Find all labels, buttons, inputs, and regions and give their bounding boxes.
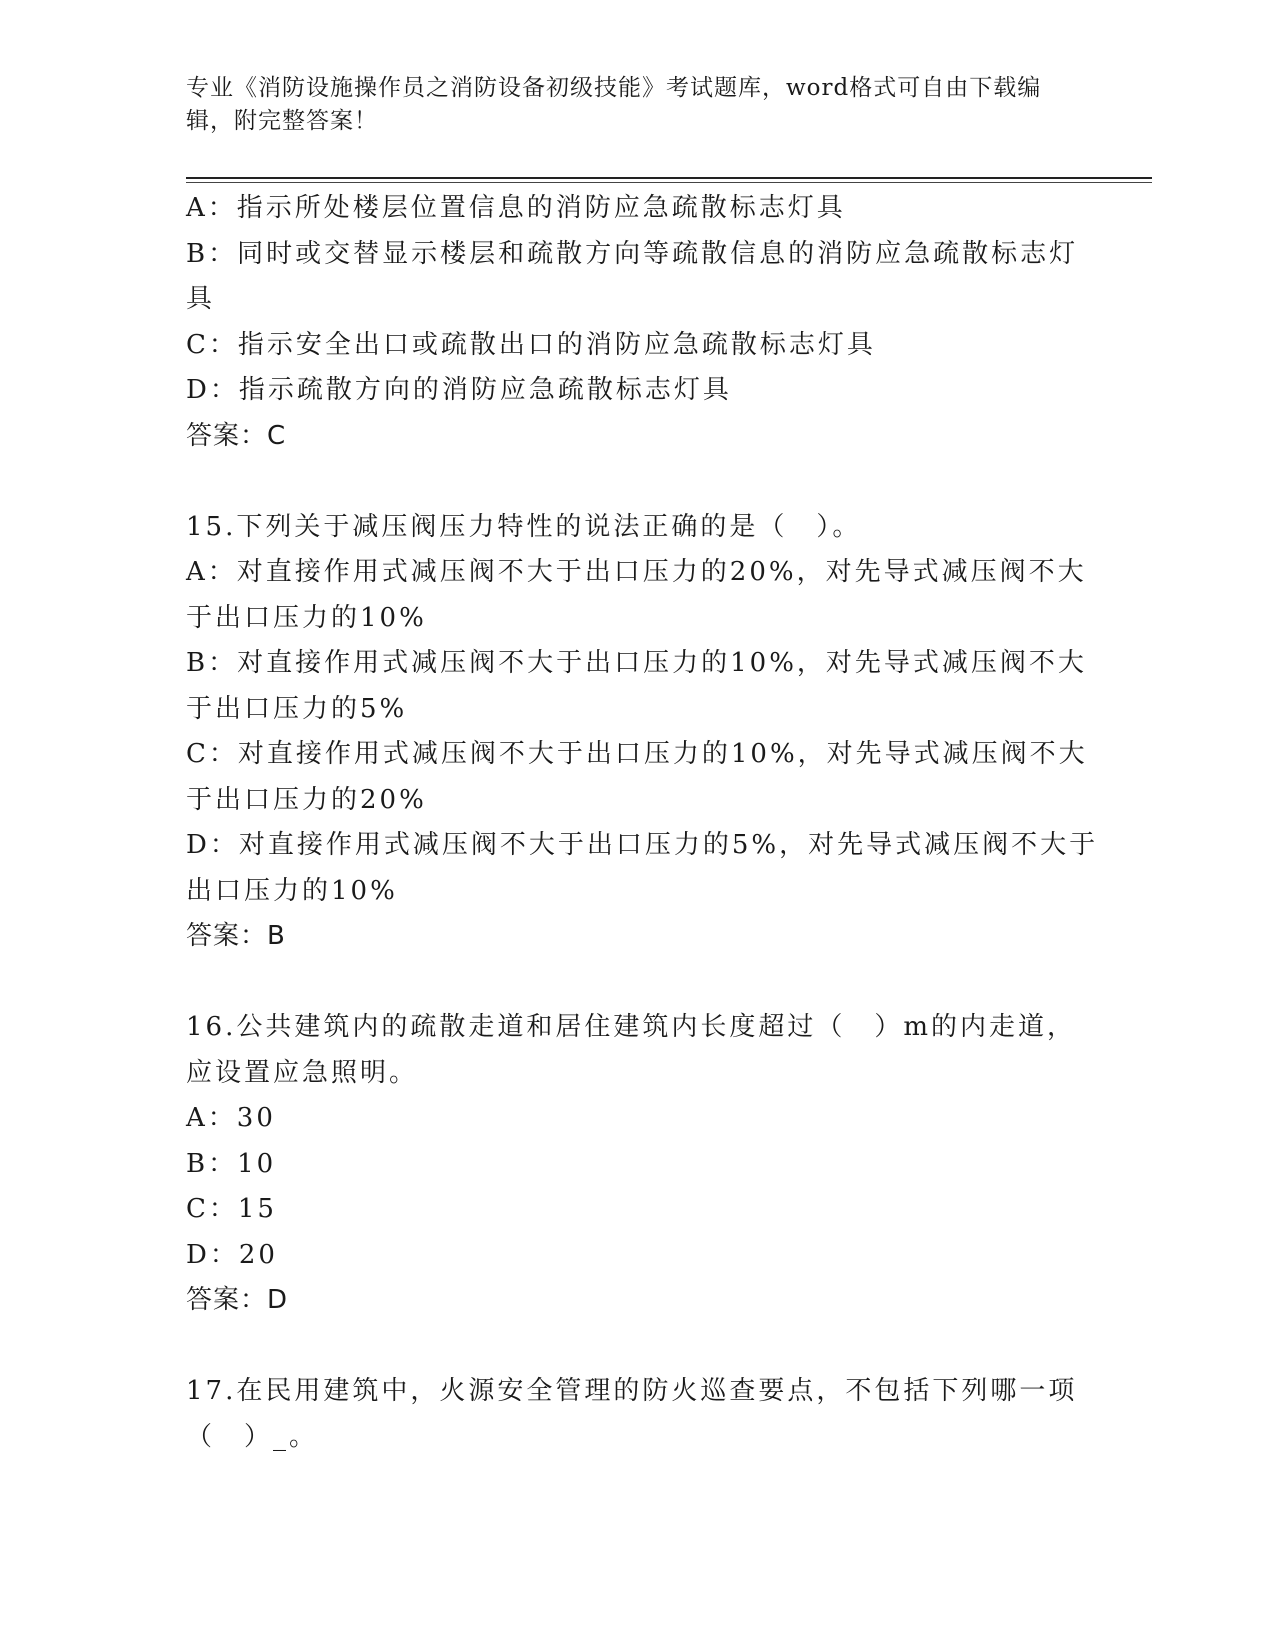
- document-header: [186, 72, 1066, 138]
- option-b: B：同时或交替显示楼层和疏散方向等疏散信息的消防应急疏散标志灯: [186, 238, 1079, 269]
- option-a: A：30: [186, 1103, 276, 1133]
- option-c: C：15: [186, 1194, 277, 1224]
- header-divider-thick: [186, 177, 1152, 179]
- header-line-2: 辑，附完整答案！: [186, 108, 378, 134]
- question-block-16: [186, 1005, 1086, 1324]
- question-block-14: [186, 186, 1086, 459]
- option-d: D：指示疏散方向的消防应急疏散标志灯具: [186, 375, 732, 405]
- question-stem-continued: 应设置应急照明。: [186, 1057, 419, 1088]
- answer-line: 答案：B: [186, 921, 286, 951]
- question-block-17: [186, 1369, 1086, 1460]
- option-c: C：对直接作用式减压阀不大于出口压力的10%，对先导式减压阀不大: [186, 739, 1088, 769]
- question-stem-continued: （ ）_。: [186, 1421, 319, 1452]
- option-c: C：指示安全出口或疏散出口的消防应急疏散标志灯具: [186, 329, 876, 360]
- spacer: [186, 1324, 1086, 1370]
- question-block-15: [186, 505, 1099, 960]
- option-c-continued: 于出口压力的20%: [186, 784, 427, 815]
- option-a: A：指示所处楼层位置信息的消防应急疏散标志灯具: [186, 193, 846, 223]
- option-a: A：对直接作用式减压阀不大于出口压力的20%，对先导式减压阀不大: [186, 557, 1087, 587]
- header-line-1: 专业《消防设施操作员之消防设备初级技能》考试题库，word格式可自由下载编: [186, 75, 1042, 101]
- option-b-continued: 具: [186, 284, 216, 314]
- spacer: [186, 459, 1086, 505]
- question-stem: 17.在民用建筑中，火源安全管理的防火巡查要点，不包括下列哪一项: [186, 1376, 1078, 1406]
- option-d: D：对直接作用式减压阀不大于出口压力的5%，对先导式减压阀不大于: [186, 830, 1099, 860]
- option-b: B：对直接作用式减压阀不大于出口压力的10%，对先导式减压阀不大: [186, 648, 1087, 678]
- spacer: [186, 960, 1086, 1006]
- question-stem: 16.公共建筑内的疏散走道和居住建筑内长度超过（ ）m的内走道，: [186, 1012, 1077, 1042]
- answer-line: 答案：D: [186, 1285, 289, 1315]
- document-body: [186, 186, 1099, 1460]
- option-b: B：10: [186, 1148, 277, 1179]
- option-a-continued: 于出口压力的10%: [186, 602, 427, 633]
- option-d-continued: 出口压力的10%: [186, 875, 398, 906]
- option-b-continued: 于出口压力的5%: [186, 693, 408, 724]
- question-stem: 15.下列关于减压阀压力特性的说法正确的是（ ）。: [186, 511, 862, 542]
- answer-line: 答案：C: [186, 420, 287, 451]
- header-divider-thin: [186, 182, 1152, 183]
- option-d: D：20: [186, 1239, 278, 1270]
